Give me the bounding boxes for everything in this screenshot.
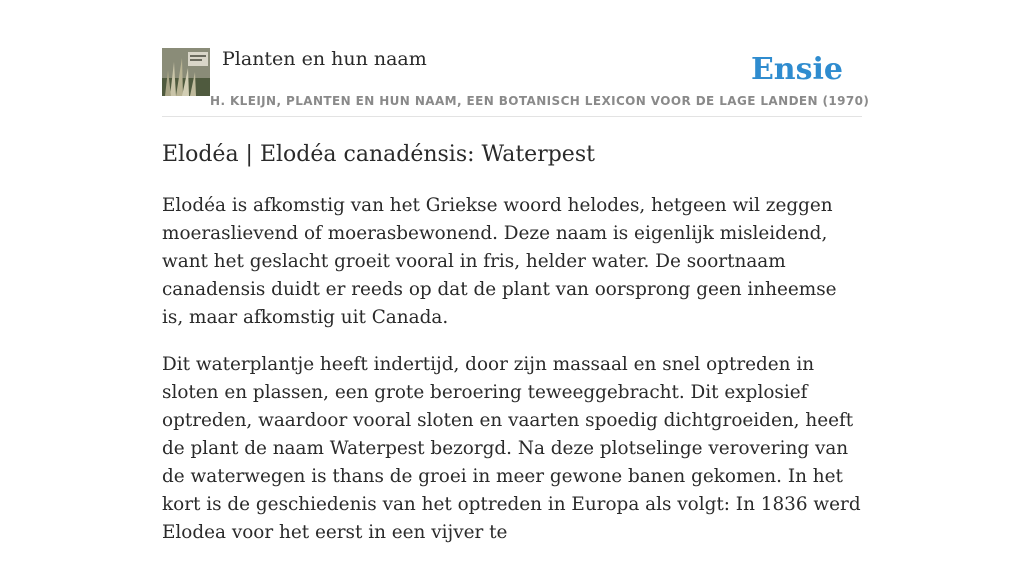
book-cover-thumbnail-icon [162, 48, 210, 96]
entry-header [162, 46, 870, 117]
paragraph: Dit waterplantje heeft indertijd, door zijn massaal en snel optreden in sloten en plassen, een grote beroering teweeggebracht. Dit explosief optreden, waardoor vooral sloten en vaarten spoedig dichtgroeiden, heeft de plant de naam Waterpest bezorgd. Na deze plotselinge verovering van de waterwegen is thans de groei in meer gewone banen gekomen. In het kort is de geschiedenis van het optreden in Europa als volgt: In 1836 werd Elodea voor het eerst in een vijver te [162, 354, 861, 543]
entry-title: Elodéa | Elodéa canadénsis: Waterpest [162, 142, 595, 167]
entry-body [162, 192, 862, 566]
source-citation: H. KLEIJN, PLANTEN EN HUN NAAM, EEN BOTANISCH LEXICON VOOR DE LAGE LANDEN (1970) [210, 94, 870, 108]
paragraph: Elodéa is afkomstig van het Griekse woord helodes, hetgeen wil zeggen moeraslievend of moerasbewonend. Deze naam is eigenlijk misleidend, want het geslacht groeit vooral in fris, helder water. De soortnaam canadensis duidt er reeds op dat de plant van oorsprong geen inheemse is, maar afkomstig uit Canada. [162, 195, 837, 328]
ensie-logo[interactable]: Ensie [750, 52, 843, 87]
book-title[interactable]: Planten en hun naam [222, 48, 427, 70]
book-cover-avatar[interactable] [162, 48, 210, 96]
